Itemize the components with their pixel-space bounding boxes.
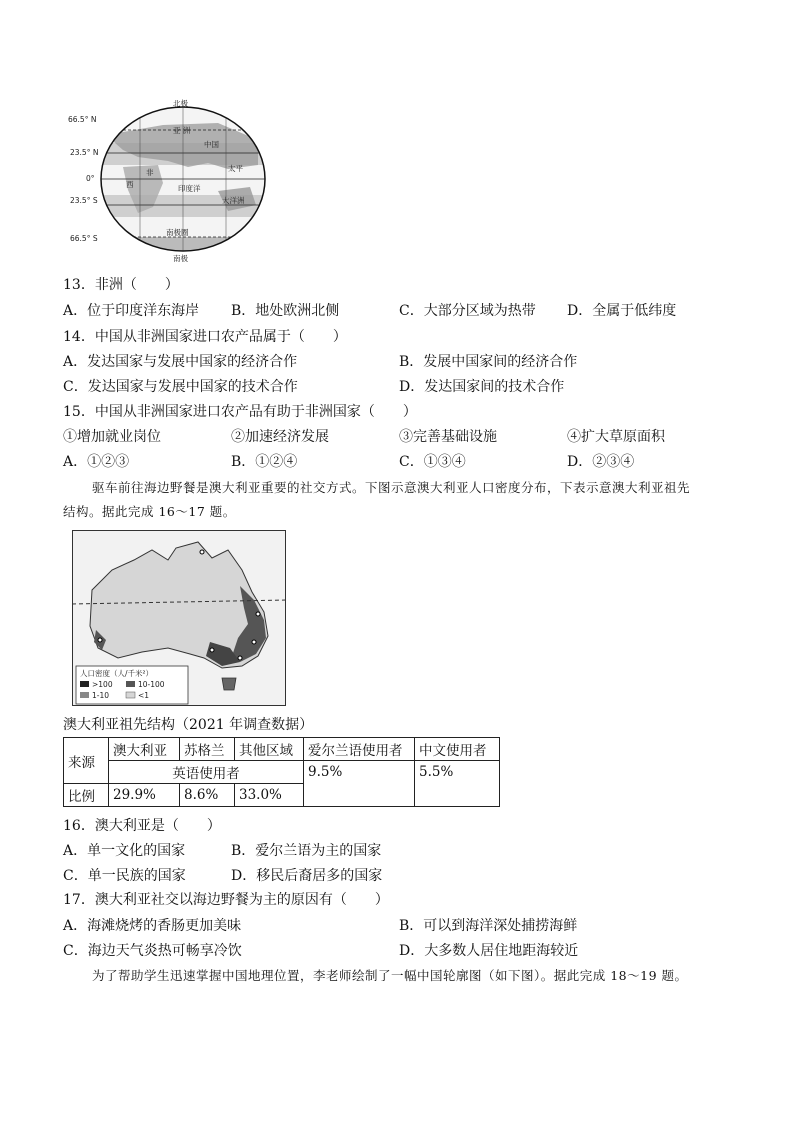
q16-option-a[interactable]: A．单一文化的国家 — [63, 843, 186, 859]
q17-option-a[interactable]: A．海滩烧烤的香肠更加美味 — [63, 918, 242, 934]
q15-option-d[interactable]: D．②③④ — [567, 454, 635, 470]
table-cell: 5.5% — [415, 761, 500, 807]
region-label: 亚 洲 — [173, 126, 191, 135]
legend-item: 10-100 — [138, 680, 165, 689]
q13-option-d[interactable]: D．全属于低纬度 — [567, 303, 677, 319]
globe-figure — [68, 95, 268, 265]
q15-item: ③完善基础设施 — [399, 429, 497, 445]
table-cell: 29.9% — [109, 784, 180, 807]
q15-item: ①增加就业岗位 — [63, 429, 161, 445]
intro-paragraph: 为了帮助学生迅速掌握中国地理位置，李老师绘制了一幅中国轮廓图（如下图）。据此完成 18～19 题。 — [92, 968, 688, 983]
q17-stem: 17．澳大利亚社交以海边野餐为主的原因有（ ） — [63, 892, 389, 908]
q13-option-b[interactable]: B．地处欧洲北侧 — [231, 303, 340, 319]
q17-option-d[interactable]: D．大多数人居住地距海较近 — [399, 943, 579, 959]
q14-stem: 14．中国从非洲国家进口农产品属于（ ） — [63, 329, 347, 345]
table-cell: 中文使用者 — [415, 738, 500, 761]
q16-option-d[interactable]: D．移民后裔居多的国家 — [231, 868, 383, 884]
table-cell: 33.0% — [235, 784, 304, 807]
q17-option-c[interactable]: C．海边天气炎热可畅享冷饮 — [63, 943, 242, 959]
q16-stem: 16．澳大利亚是（ ） — [63, 818, 221, 834]
region-label: 非 — [146, 168, 154, 177]
region-label: 中国 — [204, 140, 219, 149]
australia-density-map — [72, 530, 286, 706]
legend-item: <1 — [138, 691, 150, 700]
table-cell: 爱尔兰语使用者 — [304, 738, 415, 761]
q15-option-c[interactable]: C．①③④ — [399, 454, 466, 470]
q16-option-c[interactable]: C．单一民族的国家 — [63, 868, 186, 884]
legend-title: 人口密度（人/千米²） — [80, 669, 154, 678]
q13-stem: 13．非洲（ ） — [63, 277, 179, 293]
region-label: 太平 — [228, 164, 243, 173]
table-caption: 澳大利亚祖先结构（2021 年调查数据） — [63, 717, 314, 733]
region-label: 北极 — [173, 99, 188, 108]
q15-item: ④扩大草原面积 — [567, 429, 665, 445]
q14-option-c[interactable]: C．发达国家与发展中国家的技术合作 — [63, 379, 298, 395]
q13-option-a[interactable]: A．位于印度洋东海岸 — [63, 303, 200, 319]
lat-label: 23.5° N — [70, 148, 99, 157]
q17-option-b[interactable]: B．可以到海洋深处捕捞海鲜 — [399, 918, 578, 934]
q16-option-b[interactable]: B．爱尔兰语为主的国家 — [231, 843, 382, 859]
region-label: 南极圈 — [166, 228, 189, 237]
table-cell: 9.5% — [304, 761, 415, 807]
lat-label: 0° — [86, 174, 95, 183]
q15-option-a[interactable]: A．①②③ — [63, 454, 130, 470]
table-cell: 8.6% — [180, 784, 235, 807]
q13-option-c[interactable]: C．大部分区域为热带 — [399, 303, 536, 319]
lat-label: 23.5° S — [70, 196, 98, 205]
table-cell: 澳大利亚 — [109, 738, 180, 761]
intro-paragraph: 结构。据此完成 16～17 题。 — [63, 504, 236, 519]
table-cell: 其他区域 — [235, 738, 304, 761]
q15-option-b[interactable]: B．①②④ — [231, 454, 298, 470]
table-cell: 比例 — [64, 784, 109, 807]
table-cell: 苏格兰 — [180, 738, 235, 761]
q14-option-b[interactable]: B．发展中国家间的经济合作 — [399, 354, 578, 370]
ancestry-table — [63, 737, 500, 807]
region-label: 西 — [126, 180, 134, 189]
lat-label: 66.5° S — [70, 234, 98, 243]
intro-paragraph: 驱车前往海边野餐是澳大利亚重要的社交方式。下图示意澳大利亚人口密度分布，下表示意澳大利亚祖先 — [92, 480, 691, 495]
q15-item: ②加速经济发展 — [231, 429, 329, 445]
legend-item: >100 — [92, 680, 113, 689]
region-label: 南极 — [173, 254, 188, 263]
q14-option-a[interactable]: A．发达国家与发展中国家的经济合作 — [63, 354, 298, 370]
q15-stem: 15．中国从非洲国家进口农产品有助于非洲国家（ ） — [63, 404, 417, 420]
legend-item: 1-10 — [92, 691, 110, 700]
table-cell: 英语使用者 — [109, 761, 304, 784]
region-label: 印度洋 — [178, 184, 201, 193]
table-cell: 来源 — [64, 738, 109, 784]
q14-option-d[interactable]: D．发达国家间的技术合作 — [399, 379, 565, 395]
region-label: 大洋洲 — [222, 196, 245, 205]
lat-label: 66.5° N — [68, 115, 97, 124]
